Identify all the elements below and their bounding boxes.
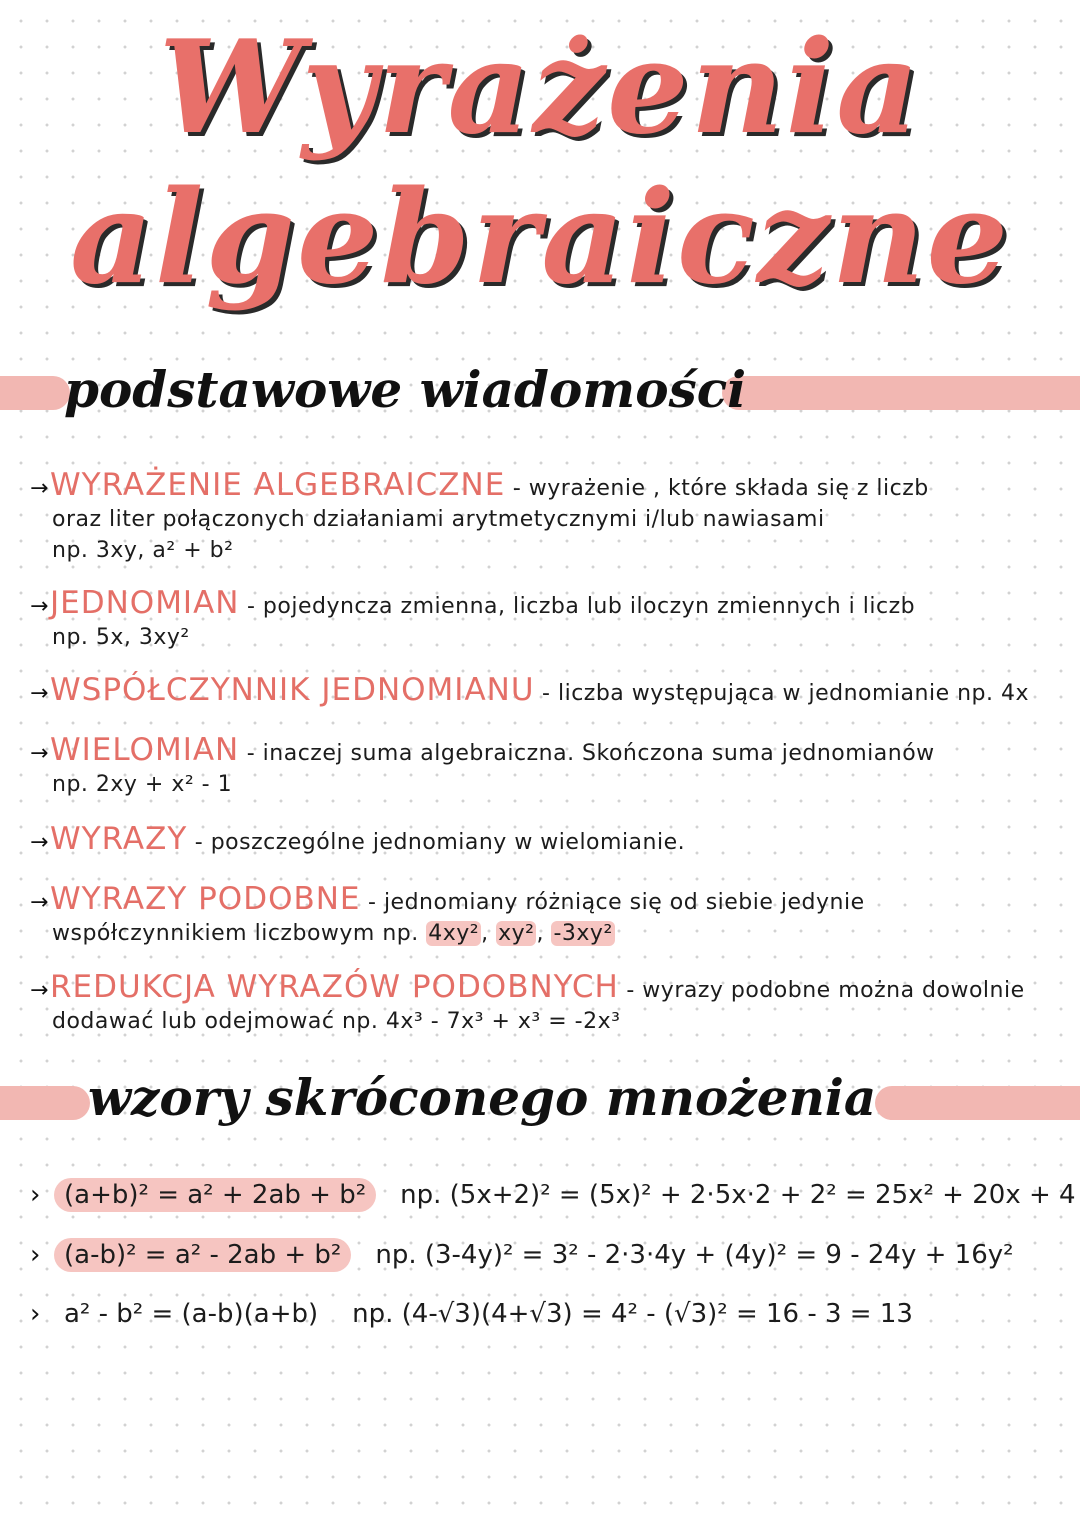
term-label: JEDNOMIAN [50,585,240,621]
arrow-icon: → [30,978,49,1003]
example-text: dodawać lub odejmować np. 4x³ - 7x³ + x³ = -2x³ [52,1009,621,1034]
entry-polynomial [30,732,1060,800]
formula-row-square-of-sum [30,1175,1076,1215]
formula-example: np. (4-√3)(4+√3) = 4² - (√3)² = 16 - 3 = 13 [352,1299,913,1329]
formula: (a+b)² = a² + 2ab + b² [54,1178,376,1212]
page-title-line2: algebraiczne [69,163,1011,313]
definition-text: - pojedyncza zmienna, liczba lub iloczyn zmiennych i liczb [246,594,916,619]
term-label: WYRAZY [50,821,188,857]
arrow-icon: → [30,890,49,915]
definition-text: - wyrażenie , które składa się z liczb [512,476,929,501]
example-text: współczynnikiem liczbowym np. [52,921,419,946]
example-text: np. 2xy + x² - 1 [52,772,233,797]
chevron-icon: › [30,1299,41,1329]
highlighted-term: 4xy² [428,921,480,946]
page-title-line1: Wyrażenia [158,13,922,163]
definition-text: - inaczej suma algebraiczna. Skończona suma jednomianów [246,741,935,766]
definition-text: oraz liter połączonych działaniami arytmetycznymi i/lub nawiasami [52,507,825,532]
entry-algebraic-expression [30,467,1060,566]
definition-text: - poszczególne jednomiany w wielomianie. [194,830,686,855]
example-text: np. 3xy, a² + b² [52,538,234,563]
term-label: WYRAŻENIE ALGEBRAICZNE [50,467,506,503]
term-label: WSPÓŁCZYNNIK JEDNOMIANU [50,672,535,708]
highlighted-term: xy² [498,921,535,946]
formula-example: np. (3-4y)² = 3² - 2·3·4y + (4y)² = 9 - 24y + 16y² [375,1240,1014,1270]
formula-example: np. (5x+2)² = (5x)² + 2·5x·2 + 2² = 25x² + 20x + 4 [400,1180,1076,1210]
entry-reduction [30,969,1060,1037]
highlighted-term: -3xy² [553,921,613,946]
definition-text: - wyrazy podobne można dowolnie [626,978,1025,1003]
definition-text: - liczba występująca w jednomianie np. 4x [542,681,1030,706]
definition-text: - jednomiany różniące się od siebie jedynie [368,890,865,915]
chevron-icon: › [30,1240,41,1270]
arrow-icon: → [30,830,49,855]
section-heading-formulas: wzory skróconego mnożenia [88,1068,877,1127]
arrow-icon: → [30,681,49,706]
section-heading-basics: podstawowe wiadomości [64,360,747,419]
entry-terms [30,821,1060,858]
arrow-icon: → [30,476,49,501]
entry-coefficient [30,672,1060,709]
formula-row-square-of-difference [30,1235,1070,1275]
arrow-icon: → [30,594,49,619]
entry-like-terms: →WYRAZY PODOBNE - jednomiany różniące się od siebie jedynie współczynnikiem liczbowym np. 4xy², xy², -3xy² [30,881,865,946]
chevron-icon: › [30,1180,41,1210]
formula-row-difference-of-squares [30,1294,1070,1334]
term-label: WIELOMIAN [50,732,240,768]
term-label: REDUKCJA WYRAZÓW PODOBNYCH [50,969,619,1005]
formula: (a-b)² = a² - 2ab + b² [54,1238,351,1272]
example-text: np. 5x, 3xy² [52,625,190,650]
entry-monomial [30,585,1060,653]
formula: a² - b² = (a-b)(a+b) [64,1299,319,1329]
term-label: WYRAZY PODOBNE [50,881,361,917]
arrow-icon: → [30,741,49,766]
